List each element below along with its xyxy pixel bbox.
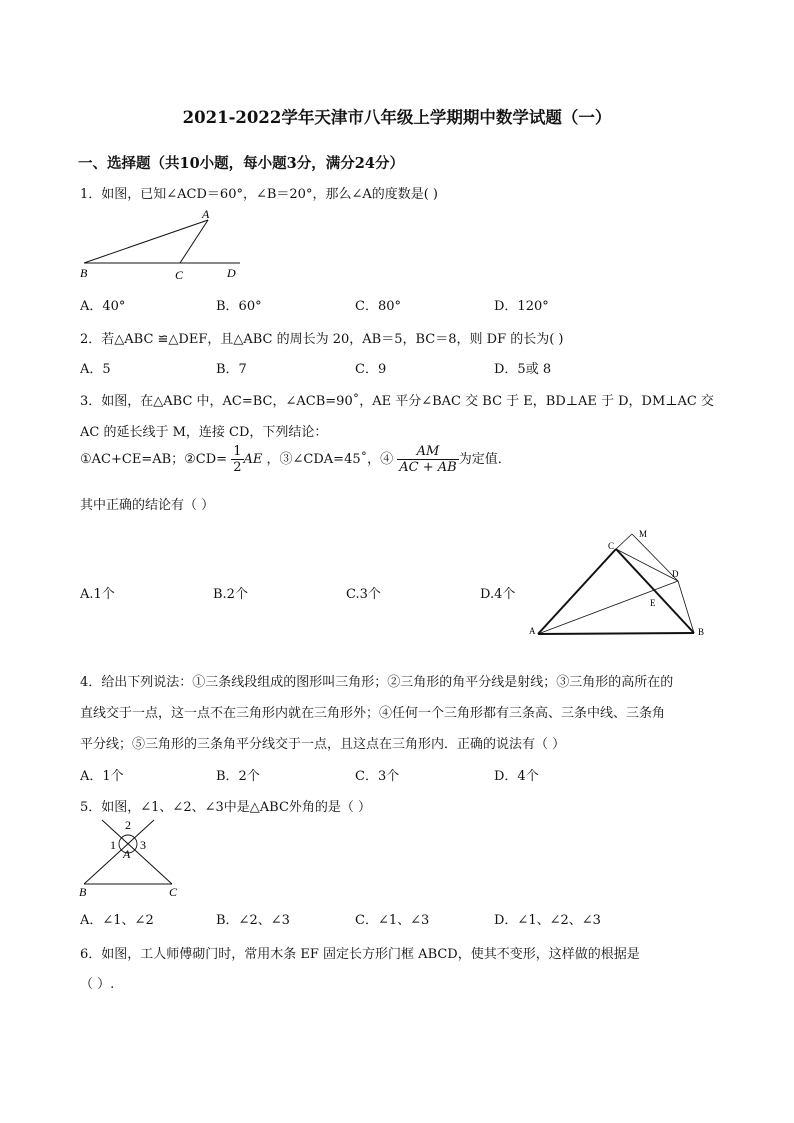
q5-label-1: 1 [110,838,116,852]
q2-option-a: A．5 [80,362,111,377]
q3-label-c: C [608,541,615,551]
q1-label-d: D [227,266,236,280]
q5-line-ca-extended [102,820,172,884]
q1-text: 1．如图，已知∠ACD＝60°，∠B＝20°，那么∠A的度数是( ) [80,187,439,202]
q3-side-ac [538,549,616,634]
q3-fraction-am [397,444,458,475]
q5-label-c: C [169,885,178,899]
q3-conclusion-1-2: ①AC+CE=AB；②CD= [80,452,228,467]
q3-label-m: M [639,529,648,539]
q1-label-c: C [175,268,184,282]
q5-figure [76,818,196,900]
q1-line-ba [84,220,208,263]
q2-option-c: C．9 [355,362,387,377]
q1-option-c: C．80° [355,299,401,314]
q3-line1: 3．如图，在△ABC 中，AC=BC，∠ACB=90˚，AE 平分∠BAC 交 BC 于 E，BD⊥AE 于 D，DM⊥AC 交 [80,394,714,409]
q3-label-a: A [529,626,536,636]
q3-frac1-tail: AE [243,452,263,467]
q3-frac1-den: 2 [233,460,242,475]
q5-label-b: B [79,885,87,899]
q1-label-b: B [80,266,88,280]
q5-option-c: C．∠1、∠3 [355,913,430,928]
q1-label-a: A [202,207,210,221]
q3-side-cb [616,549,694,633]
q5-option-a: A．∠1、∠2 [80,913,154,928]
page-title: 2021-2022学年天津市八年级上学期期中数学试题（一） [182,108,612,127]
q2-text: 2．若△ABC ≌△DEF，且△ABC 的周长为 20，AB＝5，BC＝8，则 DF 的长为( ) [80,332,564,347]
section-heading: 一、选择题（共10小题，每小题3分，满分24分） [78,155,404,172]
q3-option-d: D.4个 [480,587,516,602]
q3-line2: AC 的延长线于 M，连接 CD，下列结论： [80,425,328,440]
q3-figure [524,526,714,644]
q3-conclusion-4-tail: 为定值． [458,452,511,467]
q3-label-b: B [698,627,705,637]
q5-option-d: D．∠1、∠2、∠3 [494,913,601,928]
q2-option-d: D．5或 8 [494,362,552,377]
q4-line1: 4．给出下列说法：①三条线段组成的图形叫三角形；②三角形的角平分线是射线；③三角形的高所在的 [80,675,674,690]
q4-line3: 平分线；⑤三角形的三条角平分线交于一点，且这点在三角形内．正确的说法有（ ） [80,737,566,752]
q3-line-cd [616,549,678,581]
q3-fraction-half [231,444,243,475]
q3-line-ad [538,581,678,634]
q4-option-a: A．1个 [80,769,124,784]
q4-line2: 直线交于一点，这一点不在三角形内就在三角形外；④任何一个三角形都有三条高、三条中线、三条角 [80,706,666,721]
q4-option-c: C．3个 [355,769,400,784]
q1-option-b: B．60° [216,299,262,314]
q6-line2: （ ）. [80,977,115,992]
q3-option-a: A.1个 [80,587,115,602]
q5-line-ba-extended [84,820,154,884]
q3-conclusions [80,444,511,475]
q1-line-ca [180,220,208,263]
q3-frac2-num: AM [397,444,458,460]
q5-text: 5．如图，∠1、∠2、∠3中是△ABC外角的是（ ） [80,800,372,815]
q3-line-cm [616,534,632,549]
q3-side-ab [538,633,694,634]
q3-line4: 其中正确的结论有（ ） [80,498,215,513]
q6-line1: 6．如图，工人师傅砌门时，常用木条 EF 固定长方形门框 ABCD，使其不变形，这样做的根据是 [80,947,640,962]
q1-option-a: A．40° [80,299,126,314]
q3-label-e: E [650,598,656,608]
q3-option-b: B.2个 [213,587,248,602]
q3-conclusion-3: ，③∠CDA=45˚，④ [266,452,394,467]
q5-label-a: A [123,847,131,861]
q5-label-2: 2 [125,818,131,832]
q4-option-d: D．4个 [494,769,539,784]
q3-label-d: D [672,569,679,579]
q3-frac2-den: AC + AB [399,460,457,475]
q1-figure [76,206,246,286]
q1-option-d: D．120° [494,299,549,314]
q5-option-b: B．∠2、∠3 [216,913,290,928]
q4-option-b: B．2个 [216,769,260,784]
q3-frac1-num: 1 [233,444,242,459]
q3-option-c: C.3个 [346,587,381,602]
q5-label-3: 3 [140,838,146,852]
q2-option-b: B．7 [216,362,247,377]
